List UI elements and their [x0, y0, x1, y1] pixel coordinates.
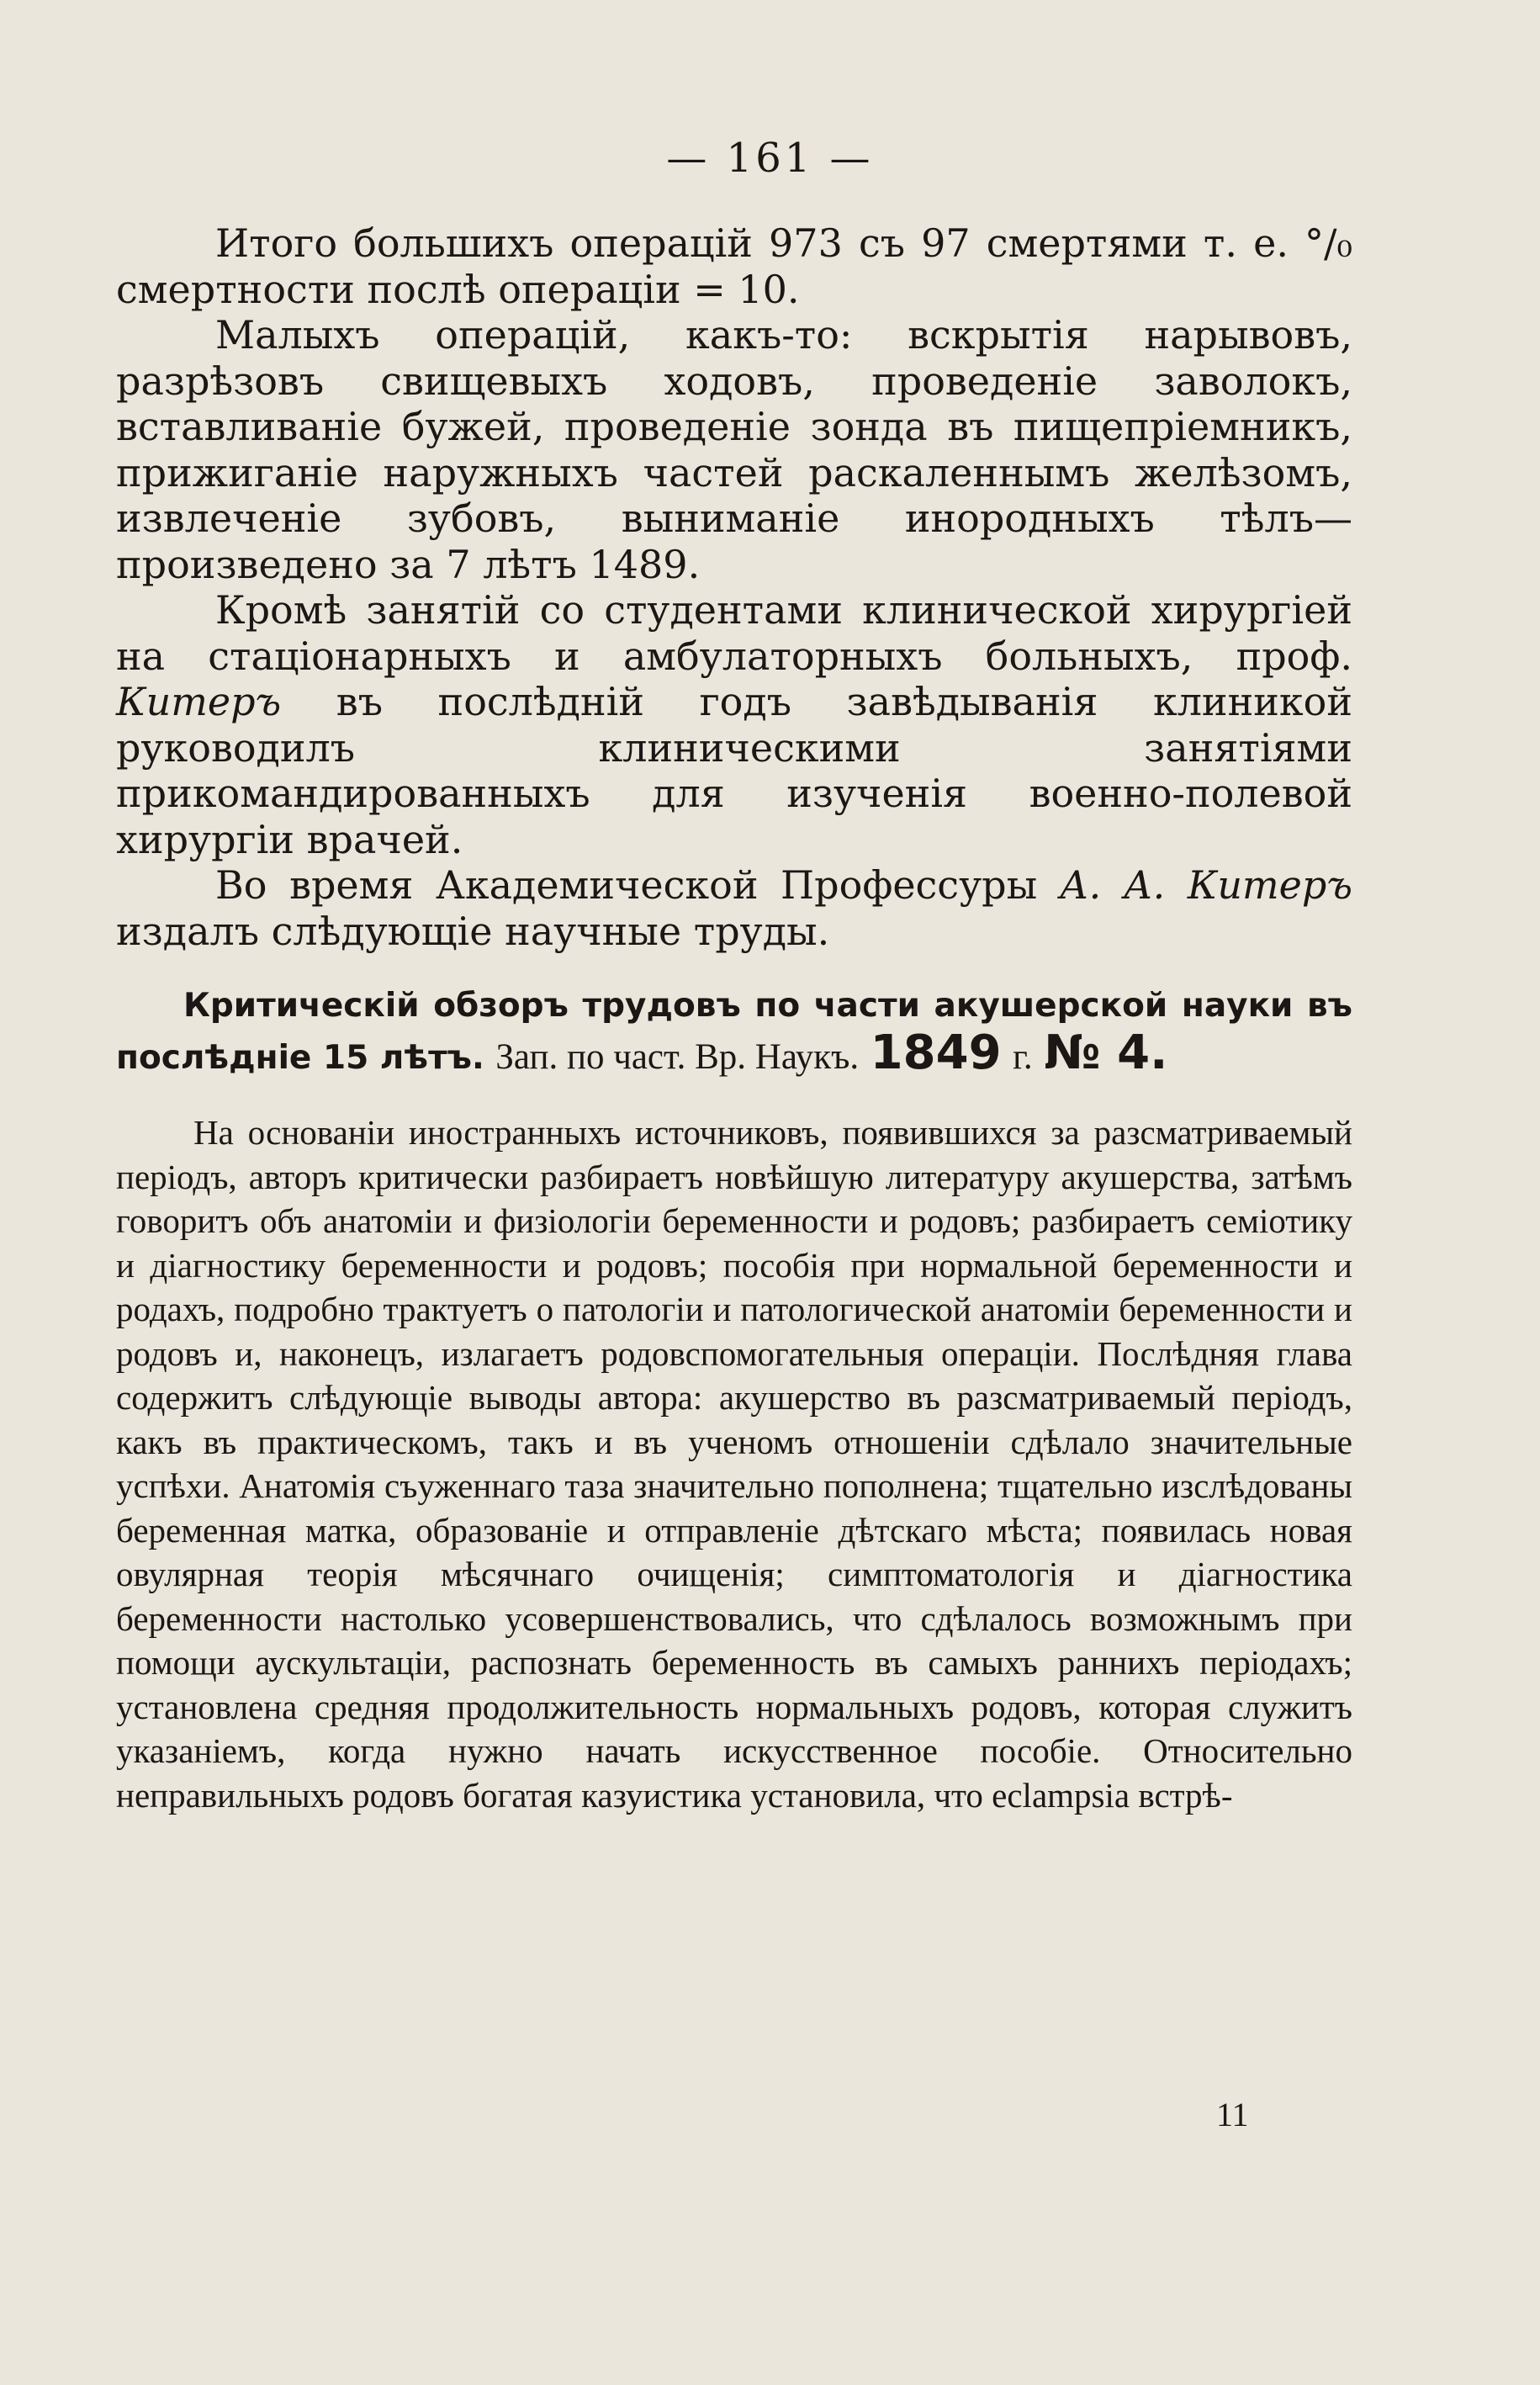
- publication-issue: № 4.: [1044, 1026, 1168, 1080]
- publications-intro-start: Во время Академической Профессуры: [215, 862, 1038, 908]
- clinical-teaching-text-start: Кромѣ занятій со студентами клинической хирургіей на стаціонарныхъ и амбулаторныхъ больныхъ, проф.: [116, 587, 1352, 679]
- publication-year: 1849: [870, 1026, 1002, 1080]
- publication-entry-title: [116, 983, 1352, 1082]
- page-number: — 161 —: [666, 135, 874, 182]
- author-full-name: А. А. Китеръ: [1059, 862, 1353, 908]
- clinical-teaching-text-end: въ послѣдній годъ завѣдыванія клиникой руководилъ клиническими занятіями прикомандированныхъ для изученія военно-полевой хирургіи врачей.: [116, 679, 1353, 862]
- publication-year-suffix: г.: [1013, 1037, 1033, 1077]
- paragraph-minor-operations: Малыхъ операцій, какъ-то: вскрытія нарывовъ, разрѣзовъ свищевыхъ ходовъ, проведеніе заволокъ, вставливаніе бужей, проведеніе зонда въ пищепріемникъ, прижиганіе наружныхъ частей раскаленнымъ желѣзомъ, извлеченіе зубовъ, выниманіе инородныхъ тѣлъ—произведено за 7 лѣтъ 1489.: [116, 312, 1352, 587]
- paragraph-clinical-teaching: [116, 587, 1352, 862]
- publication-summary: На основаніи иностранныхъ источниковъ, появившихся за разсматриваемый періодъ, авторъ критически разбираетъ новѣйшую литературу акушерства, затѣмъ говоритъ объ анатоміи и физіологіи беременности и родовъ; разбираетъ семіотику и діагностику беременности и родовъ; пособія при нормальной беременности и родахъ, подробно трактуетъ о патологіи и патологической анатоміи беременности и родовъ и, наконецъ, излагаетъ родовспомогательныя операціи. Послѣдняя глава содержитъ слѣдующіе выводы автора: акушерство въ разсматриваемый періодъ, какъ въ практическомъ, такъ и въ ученомъ отношеніи сдѣлало значительные успѣхи. Анатомія съуженнаго таза значительно пополнена; тщательно изслѣдованы беременная матка, образованіе и отправленіе дѣтскаго мѣста; появилась новая овулярная теорія мѣсячнаго очищенія; симптоматологія и діагностика беременности настолько усовершенствовались, что сдѣлалось возможнымъ при помощи аускультаціи, распознать беременность въ самыхъ раннихъ періодахъ; установлена средняя продолжительность нормальныхъ родовъ, которая служитъ указаніемъ, когда нужно начать искусственное пособіе. Относительно неправильныхъ родовъ богатая казуистика установила, что eclampsia встрѣ-: [116, 1113, 1352, 1815]
- operations-statistics-section: [116, 220, 1352, 954]
- publication-title: Критическій обзоръ трудовъ по части акушерской науки въ послѣдніе 15 лѣтъ.: [116, 987, 1352, 1077]
- publication-journal: Зап. по част. Вр. Наукъ.: [495, 1037, 860, 1077]
- paragraph-publications-intro: [116, 862, 1352, 954]
- paragraph-major-operations: Итого большихъ операцій 973 съ 97 смертями т. е. °/₀ смертности послѣ операціи = 10.: [116, 220, 1352, 312]
- author-surname: Китеръ: [116, 679, 282, 724]
- publications-intro-end: издалъ слѣдующіе научные труды.: [116, 908, 830, 954]
- printer-signature-mark: 11: [1216, 2096, 1249, 2133]
